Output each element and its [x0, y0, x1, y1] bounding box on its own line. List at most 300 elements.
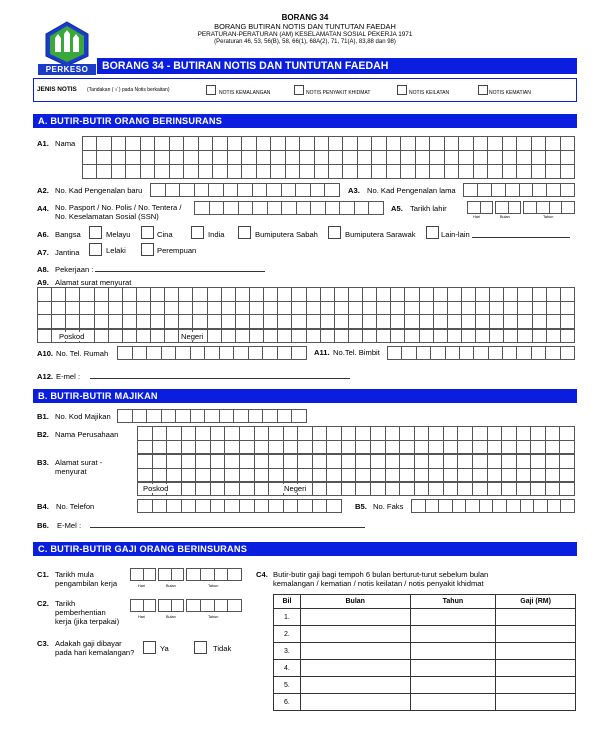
- passport-grid[interactable]: [194, 201, 384, 215]
- char-cell[interactable]: [313, 483, 328, 496]
- char-cell[interactable]: [257, 137, 271, 151]
- char-cell[interactable]: [172, 600, 185, 612]
- char-cell[interactable]: [201, 569, 215, 581]
- char-cell[interactable]: [184, 165, 198, 179]
- char-cell[interactable]: [400, 441, 415, 455]
- char-cell[interactable]: [196, 483, 211, 496]
- char-cell[interactable]: [191, 347, 206, 360]
- char-cell[interactable]: [458, 469, 473, 483]
- jantina-perempuan-checkbox[interactable]: [141, 243, 154, 256]
- char-cell[interactable]: [182, 441, 197, 455]
- char-cell[interactable]: [213, 165, 227, 179]
- char-cell[interactable]: [172, 569, 185, 581]
- char-cell[interactable]: [153, 455, 168, 469]
- char-cell[interactable]: [123, 302, 137, 316]
- emel-b-line[interactable]: [90, 527, 365, 528]
- char-cell[interactable]: [228, 137, 242, 151]
- char-cell[interactable]: [388, 347, 402, 360]
- char-cell[interactable]: [335, 288, 349, 302]
- char-cell[interactable]: [224, 202, 239, 215]
- char-cell[interactable]: [458, 441, 473, 455]
- char-cell[interactable]: [386, 455, 401, 469]
- bulan-cell[interactable]: [300, 643, 410, 660]
- char-cell[interactable]: [278, 302, 292, 316]
- char-cell[interactable]: [561, 165, 575, 179]
- char-cell[interactable]: [521, 500, 535, 513]
- char-cell[interactable]: [349, 302, 363, 316]
- char-cell[interactable]: [561, 315, 575, 329]
- char-cell[interactable]: [430, 137, 444, 151]
- char-cell[interactable]: [377, 315, 391, 329]
- char-cell[interactable]: [534, 500, 548, 513]
- tarikh-henti-tahun-grid[interactable]: [186, 599, 242, 612]
- char-cell[interactable]: [355, 202, 370, 215]
- char-cell[interactable]: [137, 330, 151, 343]
- char-cell[interactable]: [356, 455, 371, 469]
- char-cell[interactable]: [184, 151, 198, 165]
- char-cell[interactable]: [488, 483, 503, 496]
- char-cell[interactable]: [517, 347, 531, 360]
- char-cell[interactable]: [196, 441, 211, 455]
- emel-a-line[interactable]: [90, 378, 350, 379]
- tarikh-mula-bulan-grid[interactable]: [158, 568, 184, 581]
- char-cell[interactable]: [196, 500, 211, 513]
- char-cell[interactable]: [473, 483, 488, 496]
- char-cell[interactable]: [517, 441, 532, 455]
- char-cell[interactable]: [343, 137, 357, 151]
- bulan-cell[interactable]: [300, 677, 410, 694]
- char-cell[interactable]: [420, 302, 434, 316]
- char-cell[interactable]: [167, 441, 182, 455]
- char-cell[interactable]: [196, 469, 211, 483]
- char-cell[interactable]: [211, 483, 226, 496]
- char-cell[interactable]: [208, 302, 222, 316]
- char-cell[interactable]: [225, 469, 240, 483]
- char-cell[interactable]: [165, 302, 179, 316]
- char-cell[interactable]: [83, 137, 97, 151]
- char-cell[interactable]: [191, 410, 206, 423]
- bulan-cell[interactable]: [300, 626, 410, 643]
- char-cell[interactable]: [292, 315, 306, 329]
- char-cell[interactable]: [363, 315, 377, 329]
- char-cell[interactable]: [503, 151, 517, 165]
- char-cell[interactable]: [126, 137, 140, 151]
- char-cell[interactable]: [335, 330, 349, 343]
- char-cell[interactable]: [377, 330, 391, 343]
- alamat-majikan-grid[interactable]: [137, 454, 575, 482]
- char-cell[interactable]: [363, 330, 377, 343]
- char-cell[interactable]: [126, 151, 140, 165]
- char-cell[interactable]: [38, 302, 52, 316]
- char-cell[interactable]: [488, 165, 502, 179]
- char-cell[interactable]: [147, 410, 162, 423]
- char-cell[interactable]: [533, 184, 547, 197]
- char-cell[interactable]: [284, 441, 299, 455]
- char-cell[interactable]: [476, 315, 490, 329]
- char-cell[interactable]: [464, 184, 478, 197]
- char-cell[interactable]: [162, 410, 177, 423]
- char-cell[interactable]: [405, 315, 419, 329]
- char-cell[interactable]: [269, 500, 284, 513]
- char-cell[interactable]: [329, 165, 343, 179]
- char-cell[interactable]: [80, 315, 94, 329]
- char-cell[interactable]: [292, 347, 307, 360]
- char-cell[interactable]: [242, 165, 256, 179]
- char-cell[interactable]: [371, 483, 386, 496]
- char-cell[interactable]: [162, 347, 177, 360]
- char-cell[interactable]: [420, 315, 434, 329]
- char-cell[interactable]: [561, 184, 575, 197]
- char-cell[interactable]: [215, 569, 229, 581]
- char-cell[interactable]: [255, 441, 270, 455]
- gaji-cell[interactable]: [496, 660, 576, 677]
- char-cell[interactable]: [257, 165, 271, 179]
- char-cell[interactable]: [531, 483, 546, 496]
- char-cell[interactable]: [462, 302, 476, 316]
- char-cell[interactable]: [444, 441, 459, 455]
- char-cell[interactable]: [416, 137, 430, 151]
- char-cell[interactable]: [208, 330, 222, 343]
- char-cell[interactable]: [153, 500, 168, 513]
- char-cell[interactable]: [268, 202, 283, 215]
- char-cell[interactable]: [255, 483, 270, 496]
- char-cell[interactable]: [250, 330, 264, 343]
- char-cell[interactable]: [546, 165, 560, 179]
- char-cell[interactable]: [488, 427, 503, 441]
- char-cell[interactable]: [209, 184, 224, 197]
- char-cell[interactable]: [371, 441, 386, 455]
- char-cell[interactable]: [284, 455, 299, 469]
- char-cell[interactable]: [138, 441, 153, 455]
- char-cell[interactable]: [546, 469, 561, 483]
- char-cell[interactable]: [546, 137, 560, 151]
- char-cell[interactable]: [109, 288, 123, 302]
- char-cell[interactable]: [166, 184, 181, 197]
- char-cell[interactable]: [263, 410, 278, 423]
- char-cell[interactable]: [448, 302, 462, 316]
- char-cell[interactable]: [458, 455, 473, 469]
- char-cell[interactable]: [493, 500, 507, 513]
- char-cell[interactable]: [112, 137, 126, 151]
- char-cell[interactable]: [321, 302, 335, 316]
- char-cell[interactable]: [402, 347, 416, 360]
- char-cell[interactable]: [66, 302, 80, 316]
- char-cell[interactable]: [255, 469, 270, 483]
- notis-penyakit-checkbox[interactable]: [294, 85, 304, 95]
- char-cell[interactable]: [546, 151, 560, 165]
- char-cell[interactable]: [52, 288, 66, 302]
- char-cell[interactable]: [391, 315, 405, 329]
- bangsa-india-checkbox[interactable]: [191, 226, 204, 239]
- char-cell[interactable]: [236, 330, 250, 343]
- char-cell[interactable]: [372, 137, 386, 151]
- char-cell[interactable]: [38, 288, 52, 302]
- char-cell[interactable]: [342, 455, 357, 469]
- char-cell[interactable]: [503, 347, 517, 360]
- char-cell[interactable]: [267, 184, 282, 197]
- char-cell[interactable]: [504, 288, 518, 302]
- char-cell[interactable]: [137, 302, 151, 316]
- char-cell[interactable]: [213, 137, 227, 151]
- char-cell[interactable]: [503, 165, 517, 179]
- char-cell[interactable]: [517, 165, 531, 179]
- char-cell[interactable]: [97, 165, 111, 179]
- char-cell[interactable]: [211, 500, 226, 513]
- char-cell[interactable]: [448, 288, 462, 302]
- char-cell[interactable]: [141, 165, 155, 179]
- char-cell[interactable]: [561, 302, 575, 316]
- tarikh-mula-hari-grid[interactable]: [130, 568, 156, 581]
- char-cell[interactable]: [155, 165, 169, 179]
- char-cell[interactable]: [531, 455, 546, 469]
- char-cell[interactable]: [473, 441, 488, 455]
- char-cell[interactable]: [242, 137, 256, 151]
- char-cell[interactable]: [138, 500, 153, 513]
- char-cell[interactable]: [193, 288, 207, 302]
- char-cell[interactable]: [532, 165, 546, 179]
- char-cell[interactable]: [356, 427, 371, 441]
- char-cell[interactable]: [476, 288, 490, 302]
- char-cell[interactable]: [118, 410, 133, 423]
- char-cell[interactable]: [315, 165, 329, 179]
- char-cell[interactable]: [400, 483, 415, 496]
- gaji-cell[interactable]: [496, 677, 576, 694]
- char-cell[interactable]: [502, 469, 517, 483]
- char-cell[interactable]: [170, 165, 184, 179]
- char-cell[interactable]: [298, 427, 313, 441]
- gaji-cell[interactable]: [496, 643, 576, 660]
- char-cell[interactable]: [271, 151, 285, 165]
- char-cell[interactable]: [264, 330, 278, 343]
- char-cell[interactable]: [95, 315, 109, 329]
- char-cell[interactable]: [240, 469, 255, 483]
- char-cell[interactable]: [109, 315, 123, 329]
- char-cell[interactable]: [480, 500, 494, 513]
- char-cell[interactable]: [313, 500, 328, 513]
- char-cell[interactable]: [488, 441, 503, 455]
- char-cell[interactable]: [401, 137, 415, 151]
- char-cell[interactable]: [546, 455, 561, 469]
- char-cell[interactable]: [137, 288, 151, 302]
- char-cell[interactable]: [151, 288, 165, 302]
- char-cell[interactable]: [83, 151, 97, 165]
- char-cell[interactable]: [502, 483, 517, 496]
- char-cell[interactable]: [236, 302, 250, 316]
- char-cell[interactable]: [182, 427, 197, 441]
- char-cell[interactable]: [342, 427, 357, 441]
- char-cell[interactable]: [420, 288, 434, 302]
- char-cell[interactable]: [95, 330, 109, 343]
- bulan-cell[interactable]: [300, 609, 410, 626]
- gaji-tidak-checkbox[interactable]: [194, 641, 207, 654]
- char-cell[interactable]: [297, 202, 312, 215]
- char-cell[interactable]: [225, 500, 240, 513]
- char-cell[interactable]: [560, 441, 575, 455]
- char-cell[interactable]: [225, 441, 240, 455]
- char-cell[interactable]: [234, 410, 249, 423]
- char-cell[interactable]: [311, 202, 326, 215]
- bulan-cell[interactable]: [300, 660, 410, 677]
- char-cell[interactable]: [490, 288, 504, 302]
- char-cell[interactable]: [371, 455, 386, 469]
- bangsa-melayu-checkbox[interactable]: [89, 226, 102, 239]
- char-cell[interactable]: [38, 330, 52, 343]
- char-cell[interactable]: [205, 347, 220, 360]
- char-cell[interactable]: [434, 315, 448, 329]
- pekerjaan-line[interactable]: [95, 271, 265, 272]
- char-cell[interactable]: [468, 202, 481, 214]
- char-cell[interactable]: [533, 330, 547, 343]
- char-cell[interactable]: [234, 347, 249, 360]
- char-cell[interactable]: [255, 427, 270, 441]
- char-cell[interactable]: [236, 288, 250, 302]
- char-cell[interactable]: [372, 151, 386, 165]
- char-cell[interactable]: [167, 469, 182, 483]
- char-cell[interactable]: [546, 441, 561, 455]
- char-cell[interactable]: [503, 137, 517, 151]
- char-cell[interactable]: [429, 469, 444, 483]
- char-cell[interactable]: [400, 427, 415, 441]
- char-cell[interactable]: [462, 330, 476, 343]
- telefon-majikan-grid[interactable]: [137, 499, 342, 513]
- char-cell[interactable]: [109, 302, 123, 316]
- char-cell[interactable]: [133, 410, 148, 423]
- char-cell[interactable]: [416, 151, 430, 165]
- char-cell[interactable]: [349, 330, 363, 343]
- char-cell[interactable]: [210, 202, 225, 215]
- char-cell[interactable]: [182, 500, 197, 513]
- char-cell[interactable]: [412, 500, 426, 513]
- char-cell[interactable]: [561, 347, 575, 360]
- char-cell[interactable]: [138, 455, 153, 469]
- char-cell[interactable]: [278, 330, 292, 343]
- char-cell[interactable]: [298, 469, 313, 483]
- char-cell[interactable]: [179, 302, 193, 316]
- char-cell[interactable]: [325, 184, 340, 197]
- char-cell[interactable]: [429, 427, 444, 441]
- char-cell[interactable]: [249, 410, 264, 423]
- char-cell[interactable]: [313, 427, 328, 441]
- tahun-cell[interactable]: [410, 694, 496, 711]
- char-cell[interactable]: [547, 330, 561, 343]
- char-cell[interactable]: [533, 302, 547, 316]
- char-cell[interactable]: [532, 137, 546, 151]
- bangsa-cina-checkbox[interactable]: [141, 226, 154, 239]
- char-cell[interactable]: [300, 137, 314, 151]
- char-cell[interactable]: [329, 137, 343, 151]
- char-cell[interactable]: [118, 347, 133, 360]
- char-cell[interactable]: [488, 151, 502, 165]
- char-cell[interactable]: [547, 288, 561, 302]
- char-cell[interactable]: [208, 288, 222, 302]
- char-cell[interactable]: [208, 315, 222, 329]
- char-cell[interactable]: [257, 151, 271, 165]
- char-cell[interactable]: [329, 151, 343, 165]
- char-cell[interactable]: [547, 302, 561, 316]
- char-cell[interactable]: [225, 455, 240, 469]
- char-cell[interactable]: [490, 302, 504, 316]
- char-cell[interactable]: [131, 600, 144, 612]
- bangsa-sarawak-checkbox[interactable]: [328, 226, 341, 239]
- char-cell[interactable]: [187, 600, 201, 612]
- char-cell[interactable]: [462, 288, 476, 302]
- poskod-grid[interactable]: [37, 329, 575, 343]
- char-cell[interactable]: [95, 288, 109, 302]
- char-cell[interactable]: [386, 469, 401, 483]
- char-cell[interactable]: [311, 184, 326, 197]
- char-cell[interactable]: [153, 469, 168, 483]
- char-cell[interactable]: [343, 165, 357, 179]
- char-cell[interactable]: [473, 469, 488, 483]
- char-cell[interactable]: [298, 441, 313, 455]
- tarikh-lahir-hari-grid[interactable]: [467, 201, 493, 214]
- char-cell[interactable]: [170, 151, 184, 165]
- char-cell[interactable]: [211, 455, 226, 469]
- char-cell[interactable]: [282, 184, 297, 197]
- char-cell[interactable]: [416, 165, 430, 179]
- char-cell[interactable]: [415, 483, 430, 496]
- char-cell[interactable]: [167, 500, 182, 513]
- char-cell[interactable]: [488, 137, 502, 151]
- char-cell[interactable]: [269, 441, 284, 455]
- char-cell[interactable]: [240, 483, 255, 496]
- char-cell[interactable]: [342, 483, 357, 496]
- char-cell[interactable]: [349, 315, 363, 329]
- char-cell[interactable]: [138, 427, 153, 441]
- char-cell[interactable]: [155, 137, 169, 151]
- char-cell[interactable]: [444, 483, 459, 496]
- char-cell[interactable]: [458, 427, 473, 441]
- char-cell[interactable]: [155, 151, 169, 165]
- notis-keilatan-checkbox[interactable]: [397, 85, 407, 95]
- char-cell[interactable]: [269, 455, 284, 469]
- char-cell[interactable]: [109, 330, 123, 343]
- char-cell[interactable]: [533, 315, 547, 329]
- char-cell[interactable]: [133, 347, 148, 360]
- char-cell[interactable]: [400, 455, 415, 469]
- char-cell[interactable]: [434, 302, 448, 316]
- char-cell[interactable]: [459, 137, 473, 151]
- tahun-cell[interactable]: [410, 660, 496, 677]
- char-cell[interactable]: [137, 315, 151, 329]
- char-cell[interactable]: [52, 315, 66, 329]
- char-cell[interactable]: [434, 330, 448, 343]
- char-cell[interactable]: [286, 137, 300, 151]
- char-cell[interactable]: [240, 441, 255, 455]
- char-cell[interactable]: [518, 288, 532, 302]
- char-cell[interactable]: [201, 600, 215, 612]
- char-cell[interactable]: [502, 455, 517, 469]
- char-cell[interactable]: [327, 469, 342, 483]
- char-cell[interactable]: [531, 427, 546, 441]
- tel-bimbit-grid[interactable]: [387, 346, 575, 360]
- char-cell[interactable]: [126, 165, 140, 179]
- char-cell[interactable]: [240, 427, 255, 441]
- char-cell[interactable]: [313, 469, 328, 483]
- char-cell[interactable]: [533, 288, 547, 302]
- char-cell[interactable]: [220, 410, 235, 423]
- char-cell[interactable]: [225, 483, 240, 496]
- char-cell[interactable]: [509, 202, 522, 214]
- char-cell[interactable]: [474, 137, 488, 151]
- jantina-lelaki-checkbox[interactable]: [89, 243, 102, 256]
- char-cell[interactable]: [159, 600, 172, 612]
- char-cell[interactable]: [356, 469, 371, 483]
- char-cell[interactable]: [342, 441, 357, 455]
- char-cell[interactable]: [153, 427, 168, 441]
- char-cell[interactable]: [112, 151, 126, 165]
- char-cell[interactable]: [255, 500, 270, 513]
